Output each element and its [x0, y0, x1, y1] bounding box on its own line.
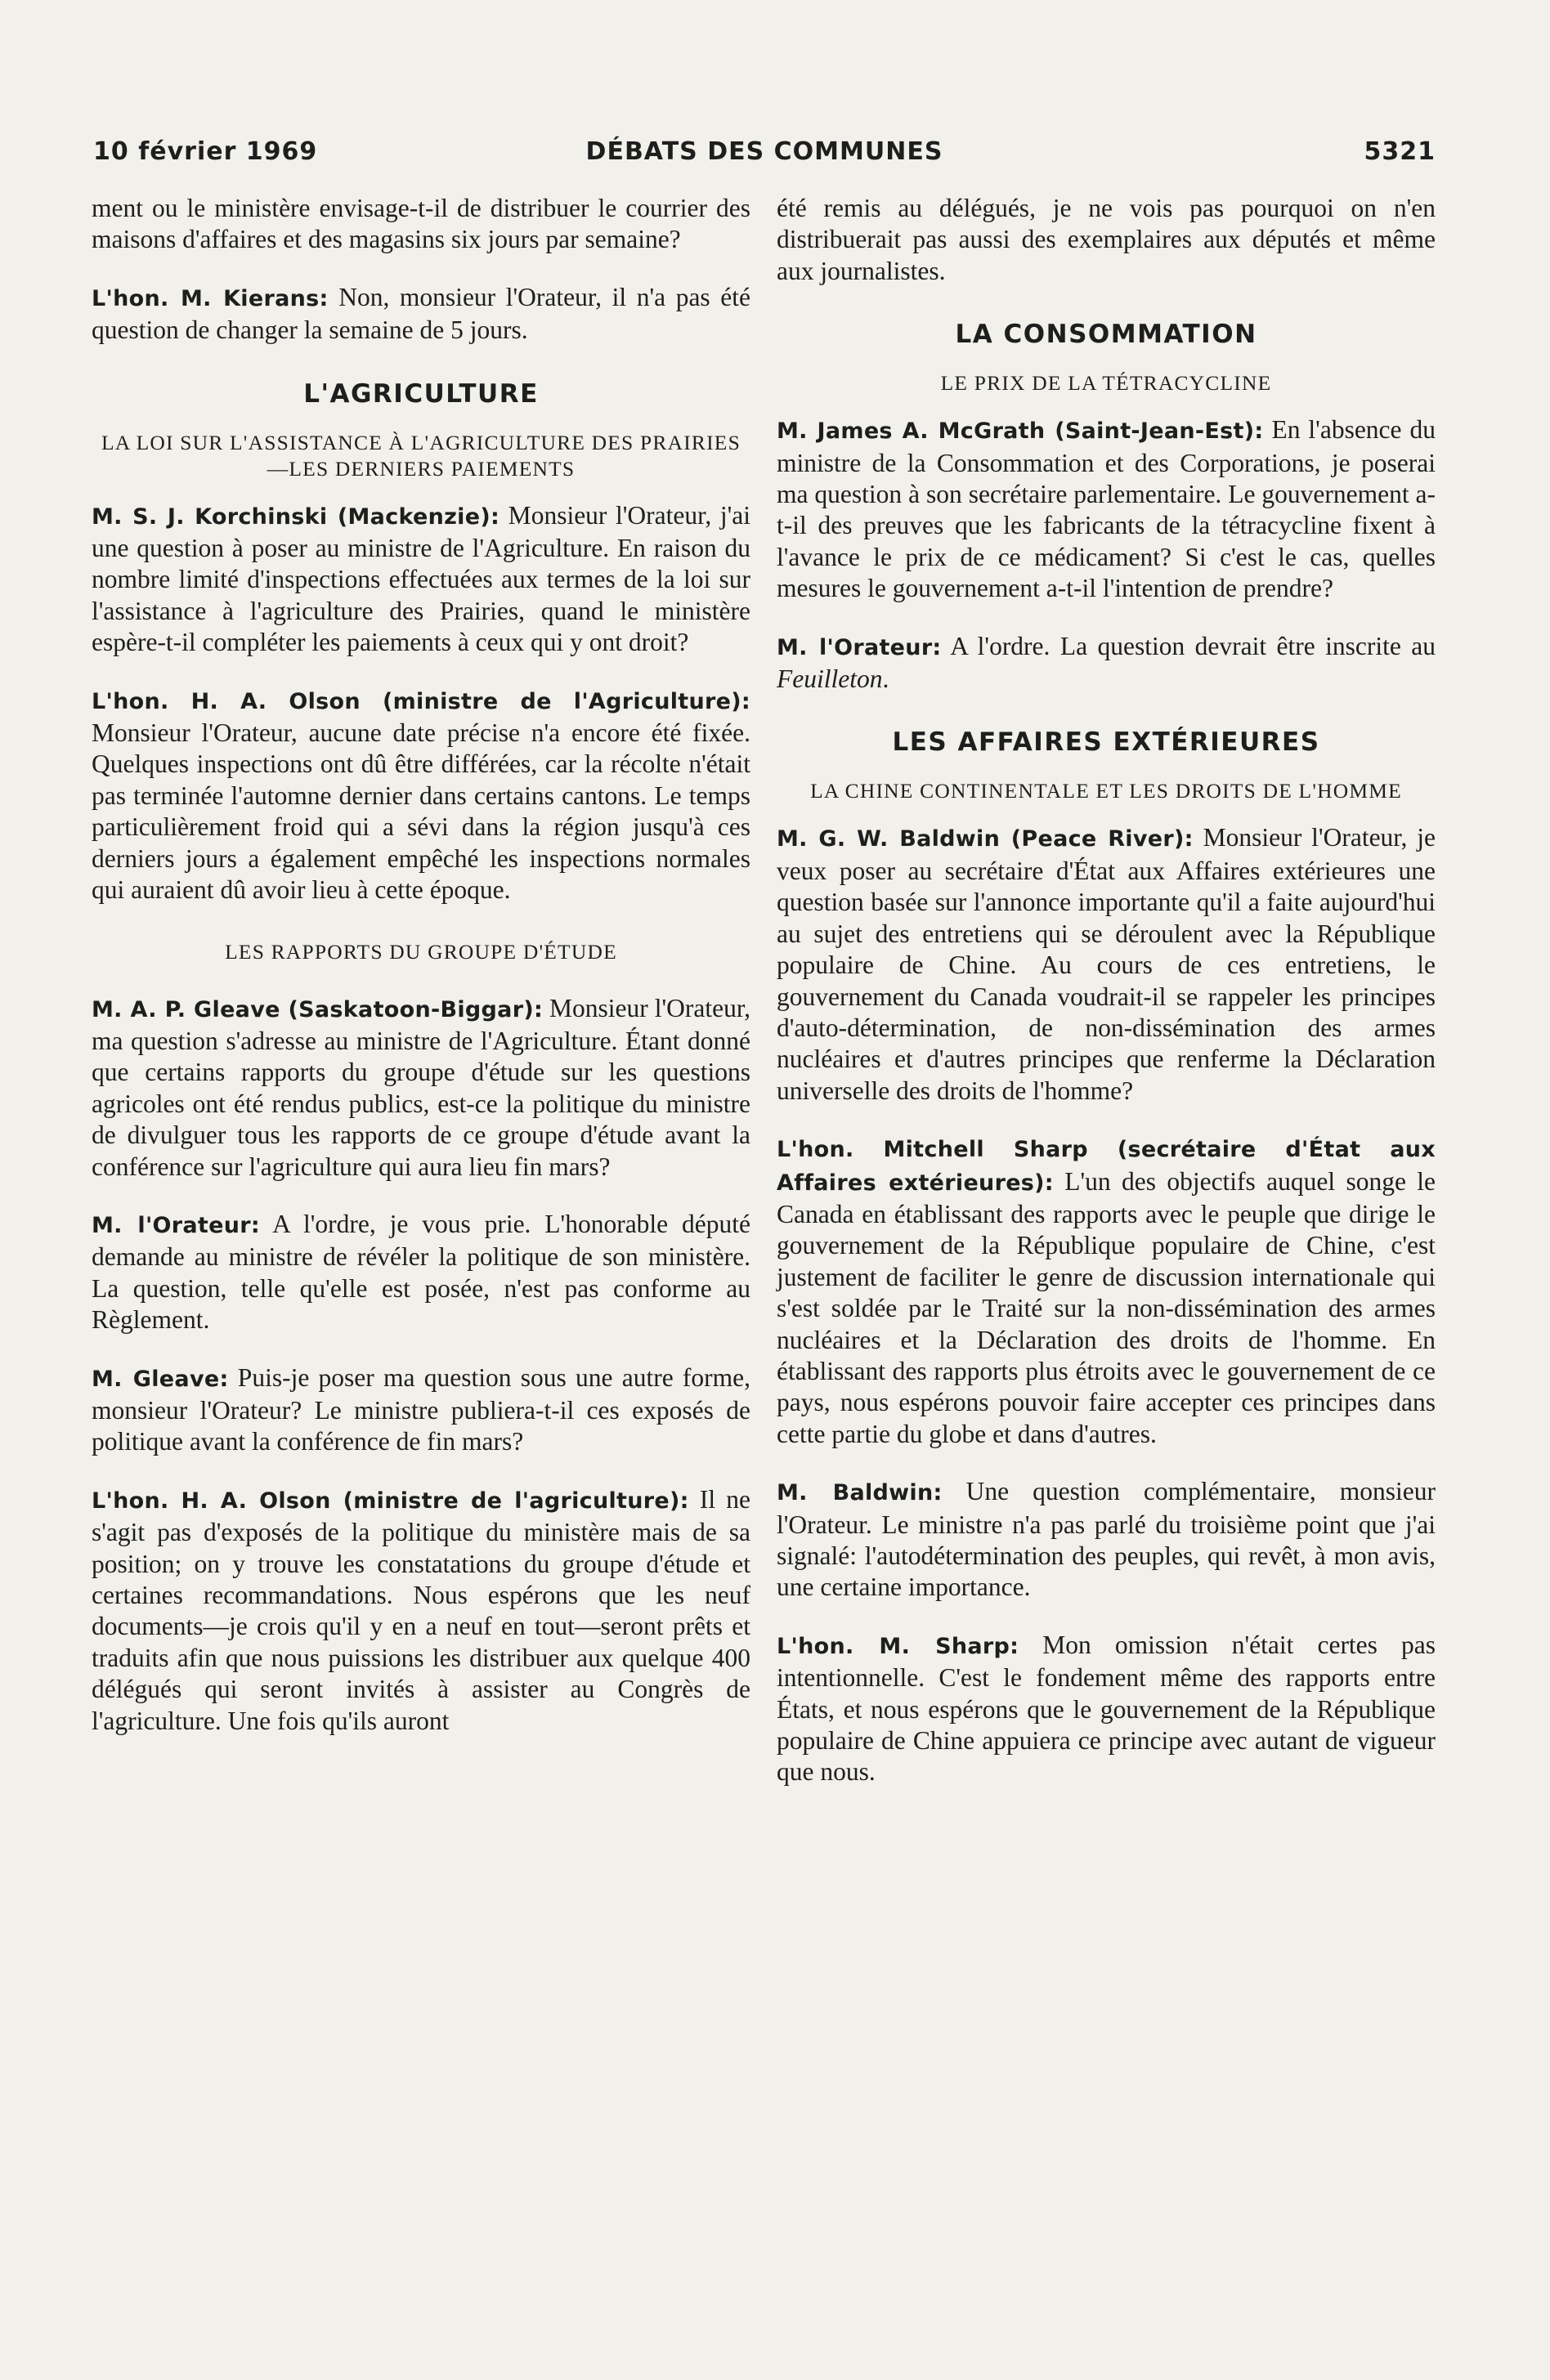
section-title: LES AFFAIRES EXTÉRIEURES	[892, 727, 1320, 758]
right-column	[777, 193, 1436, 1814]
speaker-name: M. l'Orateur:	[777, 634, 942, 660]
left-column	[92, 193, 750, 1763]
section-title: L'AGRICULTURE	[303, 378, 539, 409]
speaker-name: M. James A. McGrath (Saint-Jean-Est):	[777, 418, 1264, 445]
paragraph	[92, 685, 750, 906]
paragraph-text: Une question complémentaire, monsieur l'Orateur. Le ministre n'a pas parlé du troisième point que j'ai signalé: l'autodétermination des peuples, qui revêt, à mon avis, une certaine importance.	[777, 1477, 1436, 1602]
page-number: 5321	[1364, 137, 1436, 166]
paragraph	[777, 1476, 1436, 1604]
paragraph-text: En l'absence du ministre de la Consommation et des Corporations, je poserai ma question à son secrétaire parlementaire. Le gouvernement a-t-il des preuves que les fabricants de la tétracycline fixent à l'avance le prix de ce médicament? Si c'est le cas, quelles mesures le gouvernement a-t-il l'intention de prendre?	[777, 415, 1436, 603]
section-title: LA CONSOMMATION	[955, 320, 1257, 350]
paragraph	[777, 414, 1436, 604]
paragraph	[92, 500, 750, 659]
header-date: 10 février 1969	[93, 137, 318, 166]
paragraph-text: A l'ordre, je vous prie. L'honorable député demande au ministre de révéler la politique de son ministère. La question, telle qu'elle est posée, n'est pas conforme au Règlement.	[92, 1209, 750, 1335]
speaker-name: L'hon. Mitchell Sharp (secrétaire d'État aux Affaires extérieures):	[777, 1137, 1436, 1196]
paragraph-text: Monsieur l'Orateur, aucune date précise n'a encore été fixée. Quelques inspections ont dû être différées, car la récolte n'était pas terminée l'automne dernier dans certains cantons. Le temps particulièrement froid qui a sévi dans la région jusqu'à ces derniers jours a également empêché les inspections normales qui auraient dû avoir lieu à cette époque.	[92, 718, 750, 905]
paragraph-text: L'un des objectifs auquel songe le Canada en établissant des rapports avec le peuple que dirige le gouvernement de la République populaire de Chine, c'est justement de faciliter le genre de discussion internationale qui s'est soldée par le Traité sur la non-dissémination des armes nucléaires et la Déclaration des droits de l'homme. En établissant des rapports plus étroits avec le gouvernement de ce pays, nous espérons pouvoir faire accepter ces principes dans cette partie du globe et dans d'autres.	[777, 1166, 1436, 1448]
paragraph-text: été remis au délégués, je ne vois pas pourquoi on n'en distribuerait pas aussi des exemplaires aux députés et même aux journalistes.	[777, 194, 1436, 285]
speaker-name: M. l'Orateur:	[92, 1212, 260, 1238]
speaker-name: M. A. P. Gleave (Saskatoon-Biggar):	[92, 996, 544, 1022]
page-header	[93, 137, 1436, 173]
speaker-name: L'hon. M. Kierans:	[92, 285, 329, 311]
subsection-title: LE PRIX DE LA TÉTRACYCLINE	[940, 371, 1272, 396]
italic-text: Feuilleton	[777, 664, 883, 694]
paragraph-text: Monsieur l'Orateur, j'ai une question à poser au ministre de l'Agriculture. En raison du nombre limité d'inspections effectuées aux termes de la loi sur l'assistance à l'agriculture des Prairies, quand le ministère espère-t-il compléter les paiements à ceux qui y ont droit?	[92, 500, 750, 657]
paragraph	[777, 1630, 1436, 1788]
paragraph-text: Monsieur l'Orateur, je veux poser au secrétaire d'État aux Affaires extérieures une question basée sur l'annonce importante qu'il a faite aujourd'hui au sujet des entretiens qui se déroulent avec la République populaire de Chine. Au cours de ces entretiens, le gouvernement du Canada voudrait-il se rappeler les principes d'auto-détermination, de non-dissémination des armes nucléaires et d'autres principes que renferme la Déclaration universelle des droits de l'homme?	[777, 823, 1436, 1105]
paragraph	[777, 822, 1436, 1107]
paragraph	[777, 1133, 1436, 1450]
paragraph-text: Non, monsieur l'Orateur, il n'a pas été question de changer la semaine de 5 jours.	[92, 282, 750, 345]
speaker-name: L'hon. H. A. Olson (ministre de l'Agriculture):	[92, 688, 750, 714]
speaker-name: M. Gleave:	[92, 1366, 229, 1392]
speaker-name: M. G. W. Baldwin (Peace River):	[777, 826, 1194, 852]
paragraph	[92, 193, 750, 256]
speaker-name: M. Baldwin:	[777, 1480, 943, 1506]
paragraph	[92, 1484, 750, 1737]
paragraph	[92, 282, 750, 347]
paragraph	[777, 631, 1436, 696]
speaker-name: L'hon. M. Sharp:	[777, 1633, 1019, 1659]
paragraph-text: Puis-je poser ma question sous une autre forme, monsieur l'Orateur? Le ministre publiera-t-il ces exposés de politique avant la conférence de fin mars?	[92, 1362, 751, 1456]
paragraph	[92, 1209, 750, 1336]
paragraph-text: Il ne s'agit pas d'exposés de la politique du ministère mais de sa position; on y trouve les constatations du groupe d'étude et certaines recommandations. Nous espérons que les neuf documents—je crois qu'il y en a neuf en tout—seront prêts et traduits afin que nous puissions les distribuer aux quelque 400 délégués qui seront invités à assister au Congrès de l'agriculture. Une fois qu'ils auront	[92, 1484, 750, 1735]
header-title: DÉBATS DES COMMUNES	[585, 137, 943, 166]
paragraph-text: A l'ordre. La question devrait être inscrite au	[941, 631, 1436, 660]
subsection-title: LES RAPPORTS DU GROUPE D'ÉTUDE	[225, 939, 617, 964]
paragraph	[92, 1362, 750, 1458]
paragraph-text: Monsieur l'Orateur, ma question s'adresse au ministre de l'Agriculture. Étant donné que certains rapports du groupe d'étude sur les questions agricoles ont été rendus publics, est-ce la politique du ministre de divulguer tous les rapports de ce groupe d'étude avant la conférence sur l'agriculture qui aura lieu fin mars?	[92, 993, 750, 1181]
speaker-name: L'hon. H. A. Olson (ministre de l'agriculture):	[92, 1488, 689, 1514]
paragraph-text: ment ou le ministère envisage-t-il de distribuer le courrier des maisons d'affaires et des magasins six jours par semaine?	[92, 194, 750, 254]
paragraph-end: .	[882, 664, 889, 694]
paragraph	[92, 993, 750, 1183]
subsection-title: LA LOI SUR L'ASSISTANCE À L'AGRICULTURE DES PRAIRIES—LES DERNIERS PAIEMENTS	[101, 430, 741, 481]
paragraph	[777, 193, 1436, 287]
paragraph-text: Mon omission n'était certes pas intentionnelle. C'est le fondement même des rapports entre États, et nous espérons que le gouvernement de la République populaire de Chine appuiera ce principe avec autant de vigueur que nous.	[777, 1630, 1436, 1787]
speaker-name: M. S. J. Korchinski (Mackenzie):	[92, 503, 500, 530]
subsection-title: LA CHINE CONTINENTALE ET LES DROITS DE L'HOMME	[810, 779, 1402, 803]
